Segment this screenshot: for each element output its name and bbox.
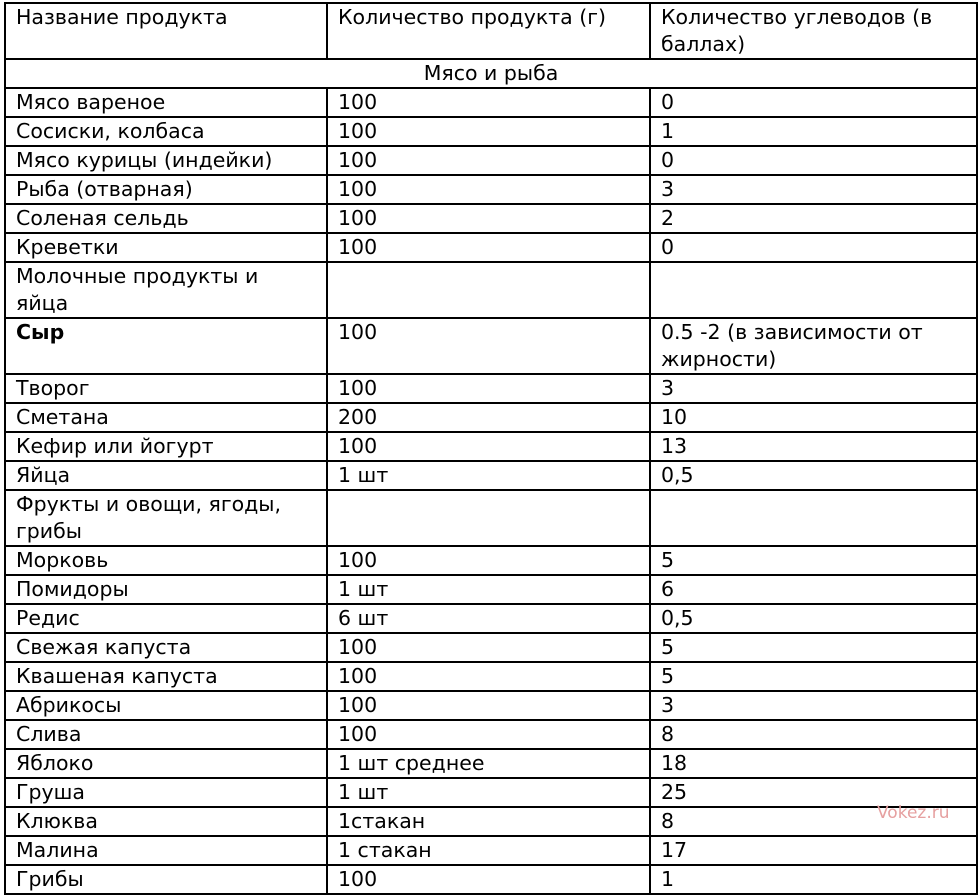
cell-carbs: 6 — [650, 575, 977, 604]
cell-name: Свежая капуста — [5, 633, 327, 662]
cell-name: Яйца — [5, 461, 327, 490]
table-row — [5, 691, 977, 720]
table-row — [5, 604, 977, 633]
cell-carbs: 2 — [650, 204, 977, 233]
table-header-row — [5, 3, 977, 59]
cell-carbs: 5 — [650, 662, 977, 691]
cell-amount: 100 — [327, 146, 650, 175]
cell-amount: 100 — [327, 633, 650, 662]
cell-name: Сосиски, колбаса — [5, 117, 327, 146]
table-row — [5, 318, 977, 374]
table-row — [5, 836, 977, 865]
table-row — [5, 865, 977, 894]
cell-carbs: 13 — [650, 432, 977, 461]
cell-amount: 100 — [327, 175, 650, 204]
cell-amount: 100 — [327, 318, 650, 374]
cell-amount: 100 — [327, 88, 650, 117]
cell-amount: 100 — [327, 432, 650, 461]
cell-name: Клюква — [5, 807, 327, 836]
cell-carbs: 1 — [650, 865, 977, 894]
cell-name: Редис — [5, 604, 327, 633]
cell-name: Мясо курицы (индейки) — [5, 146, 327, 175]
table-row — [5, 461, 977, 490]
table-row — [5, 233, 977, 262]
table-row — [5, 720, 977, 749]
cell-carbs: 18 — [650, 749, 977, 778]
table-row — [5, 403, 977, 432]
cell-amount: 100 — [327, 720, 650, 749]
cell-name: Фрукты и овощи, ягоды, грибы — [5, 490, 327, 546]
watermark: Vokez.ru — [877, 803, 950, 823]
cell-name: Морковь — [5, 546, 327, 575]
cell-amount: 1 шт — [327, 461, 650, 490]
cell-carbs — [650, 490, 977, 546]
cell-amount: 100 — [327, 865, 650, 894]
cell-name: Грибы — [5, 865, 327, 894]
section-meat-fish: Мясо и рыба — [5, 59, 977, 88]
cell-carbs — [650, 262, 977, 318]
table-row — [5, 778, 977, 807]
table-row — [5, 262, 977, 318]
cell-amount: 100 — [327, 374, 650, 403]
table-row — [5, 662, 977, 691]
header-product-amount: Количество продукта (г) — [327, 3, 650, 59]
table-row — [5, 374, 977, 403]
cell-name: Рыба (отварная) — [5, 175, 327, 204]
cell-amount: 100 — [327, 662, 650, 691]
cell-amount: 100 — [327, 233, 650, 262]
cell-carbs: 0 — [650, 233, 977, 262]
cell-carbs: 3 — [650, 691, 977, 720]
cell-carbs: 3 — [650, 175, 977, 204]
cell-name: Кефир или йогурт — [5, 432, 327, 461]
cell-carbs: 0.5 -2 (в зависимости от жирности) — [650, 318, 977, 374]
table-row — [5, 490, 977, 546]
cell-amount — [327, 490, 650, 546]
cell-name: Груша — [5, 778, 327, 807]
cell-carbs: 8 — [650, 720, 977, 749]
table-row — [5, 88, 977, 117]
table-row — [5, 204, 977, 233]
cell-name: Соленая сельдь — [5, 204, 327, 233]
cell-name: Сметана — [5, 403, 327, 432]
table-row — [5, 175, 977, 204]
cell-name: Абрикосы — [5, 691, 327, 720]
cell-carbs: 0 — [650, 146, 977, 175]
cell-carbs: 0,5 — [650, 604, 977, 633]
cell-carbs: 25 — [650, 778, 977, 807]
cell-name: Яблоко — [5, 749, 327, 778]
cell-amount: 1 шт — [327, 778, 650, 807]
table-row — [5, 117, 977, 146]
cell-name: Молочные продукты и яйца — [5, 262, 327, 318]
cell-amount: 1 шт среднее — [327, 749, 650, 778]
section-row — [5, 59, 977, 88]
cell-amount — [327, 262, 650, 318]
cell-amount: 100 — [327, 546, 650, 575]
cell-amount: 100 — [327, 117, 650, 146]
cell-carbs: 17 — [650, 836, 977, 865]
header-carb-points: Количество углеводов (в баллах) — [650, 3, 977, 59]
cell-amount: 200 — [327, 403, 650, 432]
cell-amount: 1стакан — [327, 807, 650, 836]
cell-name: Творог — [5, 374, 327, 403]
cell-carbs: 5 — [650, 546, 977, 575]
cell-amount: 100 — [327, 204, 650, 233]
cell-amount: 1 шт — [327, 575, 650, 604]
cell-amount: 6 шт — [327, 604, 650, 633]
cell-name: Помидоры — [5, 575, 327, 604]
cell-name: Малина — [5, 836, 327, 865]
table-row — [5, 546, 977, 575]
cell-carbs: 8 — [650, 807, 977, 836]
cell-name: Сыр — [5, 318, 327, 374]
cell-carbs: 0 — [650, 88, 977, 117]
cell-carbs: 10 — [650, 403, 977, 432]
cell-carbs: 5 — [650, 633, 977, 662]
table-row — [5, 432, 977, 461]
table-row — [5, 807, 977, 836]
table-row — [5, 749, 977, 778]
cell-name: Мясо вареное — [5, 88, 327, 117]
cell-name: Креветки — [5, 233, 327, 262]
carbohydrate-table — [4, 2, 978, 895]
cell-name: Квашеная капуста — [5, 662, 327, 691]
cell-carbs: 0,5 — [650, 461, 977, 490]
cell-amount: 100 — [327, 691, 650, 720]
header-product-name: Название продукта — [5, 3, 327, 59]
table-row — [5, 146, 977, 175]
table-row — [5, 575, 977, 604]
cell-amount: 1 стакан — [327, 836, 650, 865]
cell-carbs: 1 — [650, 117, 977, 146]
cell-name: Слива — [5, 720, 327, 749]
table-row — [5, 633, 977, 662]
cell-carbs: 3 — [650, 374, 977, 403]
